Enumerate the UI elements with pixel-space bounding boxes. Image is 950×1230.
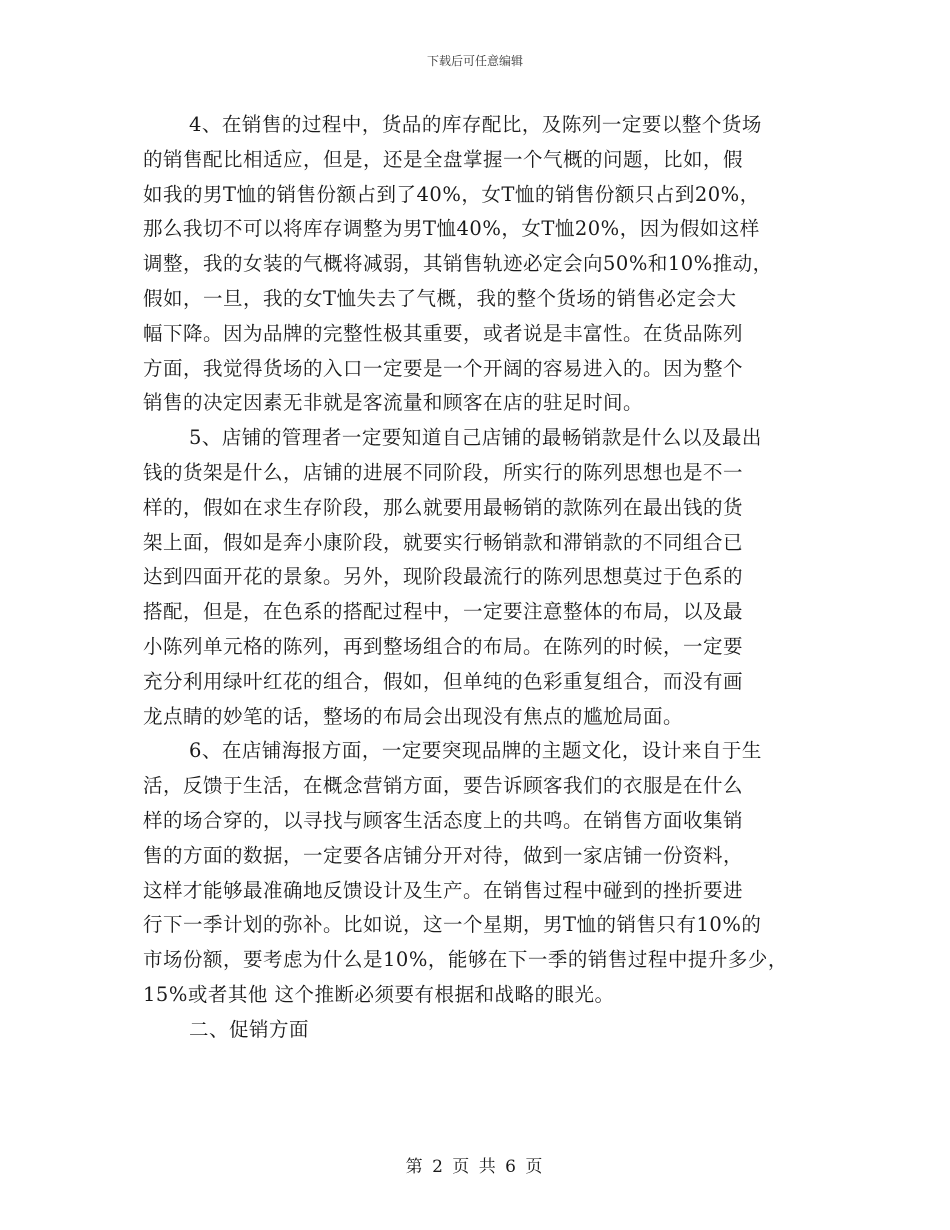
text-line: 样的场合穿的，以寻找与顾客生活态度上的共鸣。在销售方面收集销 [143,808,744,832]
paragraph-4 [143,108,823,421]
section-heading-promotion [143,1013,823,1048]
text-line: 幅下降。因为品牌的完整性极其重要，或者说是丰富性。在货品陈列 [143,321,744,345]
text-line: 销售的决定因素无非就是客流量和顾客在店的驻足时间。 [143,391,644,415]
text-line: 那么我切不可以将库存调整为男T恤40%，女T恤20%，因为假如这样 [143,217,760,241]
text-line: 行下一季计划的弥补。比如说，这一个星期，男T恤的销售只有10%的 [143,913,762,937]
text-line: 假如，一旦，我的女T恤失去了气概，我的整个货场的销售必定会大 [143,286,737,310]
text-line: 小陈列单元格的陈列，再到整场组合的布局。在陈列的时候，一定要 [143,634,744,658]
text-line: 龙点睛的妙笔的话，整场的布局会出现没有焦点的尴尬局面。 [143,704,684,728]
text-line: 钱的货架是什么，店铺的进展不同阶段，所实行的陈列思想也是不一 [143,460,744,484]
text-line: 5、店铺的管理者一定要知道自己店铺的最畅销款是什么以及最出 [189,426,762,450]
text-line: 调整，我的女装的气概将减弱，其销售轨迹必定会向50%和10%推动， [143,252,773,276]
page-number-footer: 第 2 页 共 6 页 [405,1157,545,1177]
text-line: 这样才能够最准确地反馈设计及生产。在销售过程中碰到的挫折要进 [143,878,744,902]
text-line: 样的，假如在求生存阶段，那么就要用最畅销的款陈列在最出钱的货 [143,495,744,519]
text-line: 6、在店铺海报方面，一定要突现品牌的主题文化，设计来自于生 [189,739,762,763]
page-header-note: 下载后可任意编辑 [426,54,523,68]
text-line: 方面，我觉得货场的入口一定要是一个开阔的容易进入的。因为整个 [143,356,744,380]
paragraph-5 [143,421,823,734]
text-line: 架上面，假如是奔小康阶段，就要实行畅销款和滞销款的不同组合已 [143,530,744,554]
text-line: 市场份额，要考虑为什么是10%，能够在下一季的销售过程中提升多少， [143,948,788,972]
text-line: 售的方面的数据，一定要各店铺分开对待，做到一家店铺一份资料， [143,843,744,867]
paragraph-6 [143,734,823,1012]
text-line: 15%或者其他 这个推断必须要有根据和战略的眼光。 [143,982,615,1006]
text-line: 的销售配比相适应，但是，还是全盘掌握一个气概的问题，比如，假 [143,147,744,171]
text-line: 活，反馈于生活，在概念营销方面，要告诉顾客我们的衣服是在什么 [143,774,744,798]
text-line: 充分利用绿叶红花的组合，假如，但单纯的色彩重复组合，而没有画 [143,669,744,693]
text-line: 达到四面开花的景象。另外，现阶段最流行的陈列思想莫过于色系的 [143,565,744,589]
text-line: 4、在销售的过程中，货品的库存配比，及陈列一定要以整个货场 [189,113,762,136]
section-heading-text: 二、促销方面 [189,1017,310,1041]
text-line: 搭配，但是，在色系的搭配过程中，一定要注意整体的布局，以及最 [143,600,744,624]
text-line: 如我的男T恤的销售份额占到了40%，女T恤的销售份额只占到20%， [143,182,760,206]
document-body [143,108,823,1048]
